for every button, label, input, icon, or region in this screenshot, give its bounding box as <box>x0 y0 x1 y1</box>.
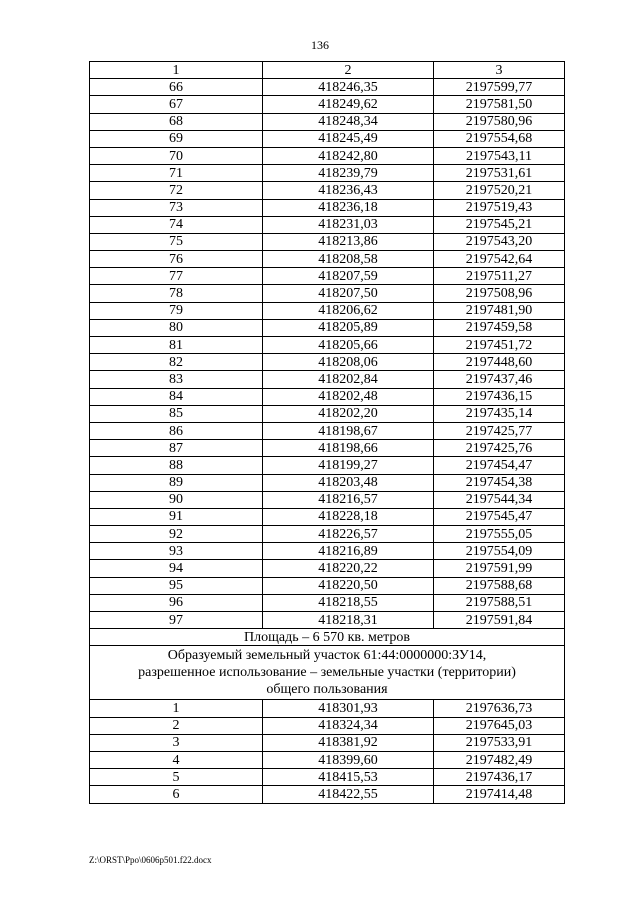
point-number-cell: 73 <box>90 199 263 216</box>
table-row <box>90 560 565 577</box>
y-coordinate-cell: 2197545,21 <box>434 216 565 233</box>
section-title-line: общего пользования <box>266 682 388 698</box>
table-row <box>90 751 565 768</box>
y-coordinate-cell: 2197588,51 <box>434 594 565 611</box>
x-coordinate-cell: 418218,55 <box>263 594 434 611</box>
y-coordinate-cell: 2197425,77 <box>434 422 565 439</box>
y-coordinate-cell: 2197519,43 <box>434 199 565 216</box>
x-coordinate-cell: 418205,66 <box>263 337 434 354</box>
x-coordinate-cell: 418198,66 <box>263 440 434 457</box>
table-row <box>90 251 565 268</box>
point-number-cell: 74 <box>90 216 263 233</box>
column-header: 2 <box>263 62 434 79</box>
y-coordinate-cell: 2197543,20 <box>434 233 565 250</box>
table-row <box>90 268 565 285</box>
table-row <box>90 199 565 216</box>
x-coordinate-cell: 418231,03 <box>263 216 434 233</box>
y-coordinate-cell: 2197414,48 <box>434 786 565 803</box>
y-coordinate-cell: 2197508,96 <box>434 285 565 302</box>
point-number-cell: 89 <box>90 474 263 491</box>
table-row <box>90 182 565 199</box>
point-number-cell: 78 <box>90 285 263 302</box>
x-coordinate-cell: 418248,34 <box>263 113 434 130</box>
point-number-cell: 83 <box>90 371 263 388</box>
table-row <box>90 769 565 786</box>
area-text: Площадь – 6 570 кв. метров <box>90 629 565 646</box>
point-number-cell: 86 <box>90 422 263 439</box>
x-coordinate-cell: 418381,92 <box>263 734 434 751</box>
point-number-cell: 93 <box>90 543 263 560</box>
point-number-cell: 2 <box>90 717 263 734</box>
y-coordinate-cell: 2197436,15 <box>434 388 565 405</box>
point-number-cell: 75 <box>90 233 263 250</box>
y-coordinate-cell: 2197454,47 <box>434 457 565 474</box>
table-row <box>90 319 565 336</box>
x-coordinate-cell: 418206,62 <box>263 302 434 319</box>
coordinates-table-body <box>90 62 565 804</box>
x-coordinate-cell: 418236,43 <box>263 182 434 199</box>
y-coordinate-cell: 2197437,46 <box>434 371 565 388</box>
table-row <box>90 302 565 319</box>
x-coordinate-cell: 418246,35 <box>263 79 434 96</box>
y-coordinate-cell: 2197459,58 <box>434 319 565 336</box>
point-number-cell: 5 <box>90 769 263 786</box>
y-coordinate-cell: 2197588,68 <box>434 577 565 594</box>
x-coordinate-cell: 418242,80 <box>263 147 434 164</box>
y-coordinate-cell: 2197448,60 <box>434 354 565 371</box>
table-row <box>90 700 565 717</box>
x-coordinate-cell: 418399,60 <box>263 751 434 768</box>
y-coordinate-cell: 2197520,21 <box>434 182 565 199</box>
table-row <box>90 130 565 147</box>
area-row <box>90 629 565 646</box>
x-coordinate-cell: 418208,58 <box>263 251 434 268</box>
point-number-cell: 66 <box>90 79 263 96</box>
x-coordinate-cell: 418249,62 <box>263 96 434 113</box>
table-row <box>90 594 565 611</box>
table-row <box>90 440 565 457</box>
x-coordinate-cell: 418203,48 <box>263 474 434 491</box>
column-header: 3 <box>434 62 565 79</box>
section-title-line: Образуемый земельный участок 61:44:0000000:ЗУ14, <box>167 648 487 664</box>
table-row <box>90 216 565 233</box>
point-number-cell: 69 <box>90 130 263 147</box>
x-coordinate-cell: 418208,06 <box>263 354 434 371</box>
x-coordinate-cell: 418239,79 <box>263 165 434 182</box>
y-coordinate-cell: 2197436,17 <box>434 769 565 786</box>
point-number-cell: 81 <box>90 337 263 354</box>
point-number-cell: 82 <box>90 354 263 371</box>
table-row <box>90 717 565 734</box>
x-coordinate-cell: 418324,34 <box>263 717 434 734</box>
y-coordinate-cell: 2197591,99 <box>434 560 565 577</box>
coordinates-table <box>89 61 565 804</box>
x-coordinate-cell: 418198,67 <box>263 422 434 439</box>
point-number-cell: 4 <box>90 751 263 768</box>
table-row <box>90 457 565 474</box>
x-coordinate-cell: 418205,89 <box>263 319 434 336</box>
point-number-cell: 77 <box>90 268 263 285</box>
table-row <box>90 165 565 182</box>
y-coordinate-cell: 2197554,68 <box>434 130 565 147</box>
point-number-cell: 71 <box>90 165 263 182</box>
y-coordinate-cell: 2197581,50 <box>434 96 565 113</box>
point-number-cell: 6 <box>90 786 263 803</box>
x-coordinate-cell: 418202,20 <box>263 405 434 422</box>
section-title <box>90 646 565 700</box>
y-coordinate-cell: 2197591,84 <box>434 612 565 629</box>
table-row <box>90 491 565 508</box>
table-row <box>90 508 565 525</box>
y-coordinate-cell: 2197511,27 <box>434 268 565 285</box>
x-coordinate-cell: 418301,93 <box>263 700 434 717</box>
table-row <box>90 422 565 439</box>
table-row <box>90 786 565 803</box>
y-coordinate-cell: 2197482,49 <box>434 751 565 768</box>
x-coordinate-cell: 418199,27 <box>263 457 434 474</box>
point-number-cell: 88 <box>90 457 263 474</box>
y-coordinate-cell: 2197555,05 <box>434 526 565 543</box>
point-number-cell: 76 <box>90 251 263 268</box>
y-coordinate-cell: 2197645,03 <box>434 717 565 734</box>
x-coordinate-cell: 418213,86 <box>263 233 434 250</box>
y-coordinate-cell: 2197580,96 <box>434 113 565 130</box>
y-coordinate-cell: 2197435,14 <box>434 405 565 422</box>
page-number: 136 <box>311 38 329 52</box>
point-number-cell: 3 <box>90 734 263 751</box>
table-header-row <box>90 62 565 79</box>
table-row <box>90 96 565 113</box>
y-coordinate-cell: 2197454,38 <box>434 474 565 491</box>
y-coordinate-cell: 2197543,11 <box>434 147 565 164</box>
point-number-cell: 84 <box>90 388 263 405</box>
x-coordinate-cell: 418216,57 <box>263 491 434 508</box>
x-coordinate-cell: 418202,84 <box>263 371 434 388</box>
point-number-cell: 70 <box>90 147 263 164</box>
x-coordinate-cell: 418220,22 <box>263 560 434 577</box>
table-row <box>90 285 565 302</box>
table-row <box>90 147 565 164</box>
table-row <box>90 577 565 594</box>
point-number-cell: 79 <box>90 302 263 319</box>
table-row <box>90 405 565 422</box>
point-number-cell: 87 <box>90 440 263 457</box>
table-row <box>90 474 565 491</box>
table-row <box>90 233 565 250</box>
table-row <box>90 354 565 371</box>
x-coordinate-cell: 418207,50 <box>263 285 434 302</box>
x-coordinate-cell: 418207,59 <box>263 268 434 285</box>
point-number-cell: 1 <box>90 700 263 717</box>
point-number-cell: 95 <box>90 577 263 594</box>
point-number-cell: 94 <box>90 560 263 577</box>
point-number-cell: 92 <box>90 526 263 543</box>
y-coordinate-cell: 2197544,34 <box>434 491 565 508</box>
point-number-cell: 97 <box>90 612 263 629</box>
x-coordinate-cell: 418220,50 <box>263 577 434 594</box>
x-coordinate-cell: 418226,57 <box>263 526 434 543</box>
point-number-cell: 91 <box>90 508 263 525</box>
section-title-line: разрешенное использование – земельные участки (территории) <box>138 665 516 681</box>
point-number-cell: 68 <box>90 113 263 130</box>
x-coordinate-cell: 418218,31 <box>263 612 434 629</box>
y-coordinate-cell: 2197554,09 <box>434 543 565 560</box>
y-coordinate-cell: 2197481,90 <box>434 302 565 319</box>
point-number-cell: 85 <box>90 405 263 422</box>
x-coordinate-cell: 418228,18 <box>263 508 434 525</box>
table-row <box>90 388 565 405</box>
y-coordinate-cell: 2197425,76 <box>434 440 565 457</box>
section-title-row <box>90 646 565 700</box>
x-coordinate-cell: 418245,49 <box>263 130 434 147</box>
table-row <box>90 612 565 629</box>
point-number-cell: 72 <box>90 182 263 199</box>
y-coordinate-cell: 2197599,77 <box>434 79 565 96</box>
y-coordinate-cell: 2197545,47 <box>434 508 565 525</box>
footer-file-path: Z:\ORST\Ppo\0606p501.f22.docx <box>89 855 212 865</box>
x-coordinate-cell: 418202,48 <box>263 388 434 405</box>
y-coordinate-cell: 2197451,72 <box>434 337 565 354</box>
table-row <box>90 113 565 130</box>
x-coordinate-cell: 418422,55 <box>263 786 434 803</box>
point-number-cell: 67 <box>90 96 263 113</box>
y-coordinate-cell: 2197531,61 <box>434 165 565 182</box>
table-row <box>90 526 565 543</box>
point-number-cell: 90 <box>90 491 263 508</box>
x-coordinate-cell: 418216,89 <box>263 543 434 560</box>
table-row <box>90 543 565 560</box>
y-coordinate-cell: 2197542,64 <box>434 251 565 268</box>
point-number-cell: 96 <box>90 594 263 611</box>
table-row <box>90 734 565 751</box>
y-coordinate-cell: 2197533,91 <box>434 734 565 751</box>
table-row <box>90 79 565 96</box>
x-coordinate-cell: 418415,53 <box>263 769 434 786</box>
point-number-cell: 80 <box>90 319 263 336</box>
table-row <box>90 337 565 354</box>
table-row <box>90 371 565 388</box>
x-coordinate-cell: 418236,18 <box>263 199 434 216</box>
column-header: 1 <box>90 62 263 79</box>
y-coordinate-cell: 2197636,73 <box>434 700 565 717</box>
